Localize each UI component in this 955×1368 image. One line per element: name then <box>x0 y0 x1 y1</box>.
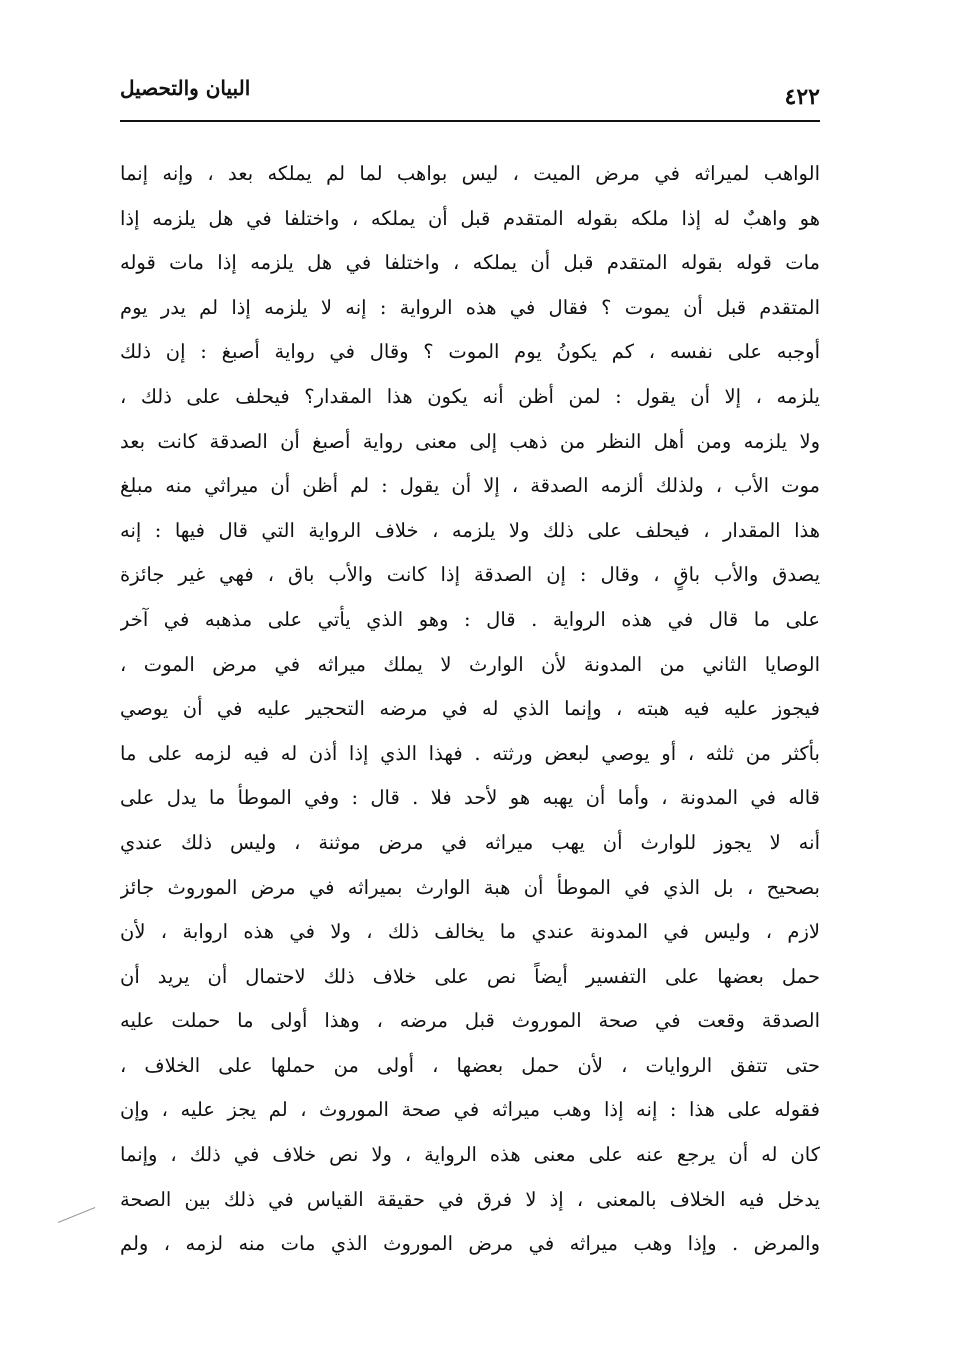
text-line: الواهب لميراثه في مرض الميت ، ليس بواهب لما لم يملكه بعد ، وإنه إنما <box>120 162 820 185</box>
text-line: المتقدم قبل أن يموت ؟ فقال في هذه الرواية : إنه لا يلزمه إذا لم يدر يوم <box>120 295 820 319</box>
text-line: الصدقة وقعت في صحة الموروث قبل مرضه ، وهذا أولى ما حملت عليه <box>120 1009 820 1033</box>
page-number: ٤٢٢ <box>784 84 820 110</box>
text-line: لازم ، وليس في المدونة عندي ما يخالف ذلك ، ولا في هذه اروابة ، لأن <box>120 920 820 944</box>
text-line: فقوله على هذا : إنه إذا وهب ميراثه في صحة الموروث ، لم يجز عليه ، وإن <box>120 1098 820 1122</box>
text-line: والمرض . وإذا وهب ميراثه في مرض الموروث الذي مات منه لزمه ، ولم <box>120 1232 820 1256</box>
text-line: بصحيح ، بل الذي في الموطأ أن هبة الوارث بميراثه في مرض الموروث جائز <box>120 875 820 899</box>
text-line: موت الأب ، ولذلك ألزمه الصدقة ، إلا أن يقول : لم أظن أن ميراثي منه مبلغ <box>120 474 820 498</box>
text-line: ولا يلزمه ومن أهل النظر من ذهب إلى معنى رواية أصبغ أن الصدقة كانت بعد <box>120 429 820 453</box>
page-header <box>120 72 820 116</box>
text-line: حتى تتفق الروايات ، لأن حمل بعضها ، أولى من حملها على الخلاف ، <box>120 1053 820 1077</box>
text-line: كان له أن يرجع عنه على معنى هذه الرواية ، ولا نص خلاف في ذلك ، وإنما <box>120 1143 820 1167</box>
text-line: يصدق والأب باقٍ ، وقال : إن الصدقة إذا كانت والأب باق ، فهي غير جائزة <box>120 563 820 587</box>
text-line: يلزمه ، إلا أن يقول : لمن أظن أنه يكون هذا المقدار؟ فيحلف على ذلك ، <box>120 384 820 408</box>
running-title: البيان والتحصيل <box>120 76 251 100</box>
text-line: هو واهبٌ له إذا ملكه بقوله المتقدم قبل أن يملكه ، واختلفا في هل يلزمه إذا <box>120 206 820 230</box>
text-line: قاله في المدونة ، وأما أن يهبه هو لأحد فلا . قال : وفي الموطأ ما يدل على <box>120 786 820 810</box>
text-line: مات قوله بقوله المتقدم قبل أن يملكه ، واختلفا في هل يلزمه إذا مات قوله <box>120 251 820 275</box>
margin-pencil-mark <box>58 1207 95 1223</box>
text-line: يدخل فيه الخلاف بالمعنى ، إذ لا فرق في حقيقة القياس في ذلك بين الصحة <box>120 1187 820 1211</box>
header-rule <box>120 120 820 122</box>
text-line: على ما قال في هذه الرواية . قال : وهو الذي يأتي على مذهبه في آخر <box>120 607 820 631</box>
text-line: حمل بعضها على التفسير أيضاً نص على خلاف ذلك لاحتمال أن يريد أن <box>120 964 820 988</box>
body-text <box>120 152 820 1267</box>
text-line: فيجوز عليه فيه هبته ، وإنما الذي له في مرضه التحجير عليه في أن يوصي <box>120 697 820 721</box>
text-line: أوجبه على نفسه ، كم يكونُ يوم الموت ؟ وقال في رواية أصبغ : إن ذلك <box>120 340 820 364</box>
text-line: بأكثر من ثلثه ، أو يوصي لبعض ورثته . فهذا الذي إذا أذن له فيه لزمه على ما <box>120 741 820 765</box>
text-line: أنه لا يجوز للوارث أن يهب ميراثه في مرض موثنة ، وليس ذلك عندي <box>120 830 820 854</box>
text-line: الوصايا الثاني من المدونة لأن الوارث لا يملك ميراثه في مرض الموت ، <box>120 652 820 676</box>
text-line: هذا المقدار ، فيحلف على ذلك ولا يلزمه ، خلاف الرواية التي قال فيها : إنه <box>120 518 820 542</box>
